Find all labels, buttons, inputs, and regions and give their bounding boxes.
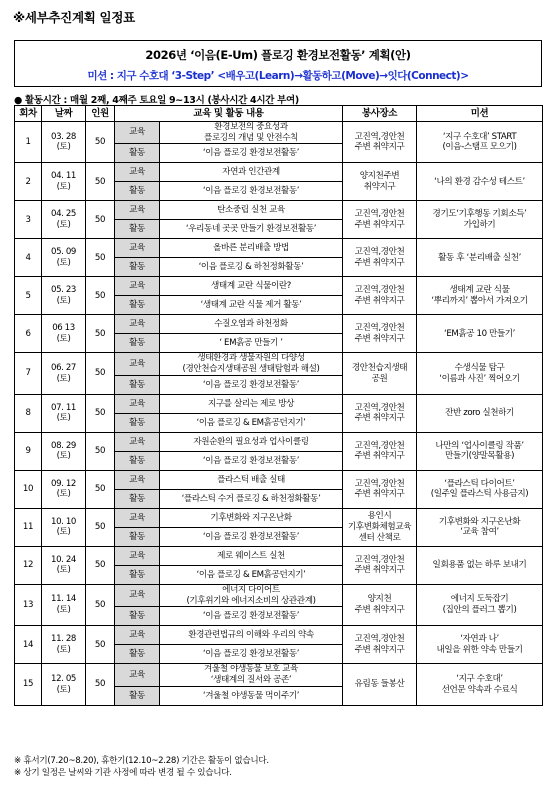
activity-content: ‘플라스틱 수거 플로깅 & 하천정화활동’	[160, 489, 343, 508]
mission-cell: ‘지구 수호대’ START (이음-스탬프 모으기)	[417, 122, 543, 163]
education-content: 환경관련법규의 이해와 우리의 약속	[160, 626, 343, 645]
place-cell: 양지천 주변 취약지구	[343, 584, 417, 625]
date-cell: 10. 10 (토)	[42, 508, 86, 546]
activity-label: 활동	[115, 686, 160, 705]
mission-cell: ‘자연과 나’ 내일을 위한 약속 만들기	[417, 626, 543, 664]
plan-mission: 미션 : 지구 수호대 ‘3-Step’ <배우고(Learn)→활동하고(Move)→잇다(Connect)>	[87, 70, 469, 82]
education-label: 교육	[115, 201, 160, 220]
date-cell: 04. 11 (토)	[42, 163, 86, 201]
date-cell: 11. 28 (토)	[42, 626, 86, 664]
footnotes	[14, 755, 269, 779]
table-row	[15, 353, 543, 375]
header-mission: 미션	[417, 106, 543, 122]
table-row	[15, 277, 543, 296]
header-date: 날짜	[42, 106, 86, 122]
table-row	[15, 122, 543, 144]
activity-content: ‘이음 플로깅 & EM흙공던지기’	[160, 565, 343, 584]
education-label: 교육	[115, 163, 160, 182]
table-row	[15, 664, 543, 686]
education-label: 교육	[115, 626, 160, 645]
round-cell: 4	[15, 239, 42, 277]
place-cell: 고진역,경안천 주변 취약지구	[343, 470, 417, 508]
place-cell: 고진역,경안천 주변 취약지구	[343, 239, 417, 277]
education-content: 플라스틱 배출 실태	[160, 470, 343, 489]
date-cell: 09. 12 (토)	[42, 470, 86, 508]
people-cell: 50	[86, 626, 115, 664]
round-cell: 14	[15, 626, 42, 664]
activity-label: 활동	[115, 375, 160, 394]
plan-banner	[14, 40, 542, 87]
education-content: 환경보전의 중요성과 플로깅의 개념 및 안전수칙	[160, 122, 343, 144]
round-cell: 6	[15, 315, 42, 353]
date-cell: 04. 25 (토)	[42, 201, 86, 239]
activity-label: 활동	[115, 527, 160, 546]
education-label: 교육	[115, 239, 160, 258]
education-label: 교육	[115, 546, 160, 565]
activity-label: 활동	[115, 334, 160, 353]
people-cell: 50	[86, 584, 115, 625]
table-row	[15, 584, 543, 606]
place-cell: 고진역,경안천 주변 취약지구	[343, 122, 417, 163]
round-cell: 7	[15, 353, 42, 394]
people-cell: 50	[86, 664, 115, 705]
mission-cell: 에너지 도둑잡기 (집안의 플러그 뽑기)	[417, 584, 543, 625]
mission-cell: 수생식물 탐구 ‘이름과 사진’ 찍어오기	[417, 353, 543, 394]
education-label: 교육	[115, 584, 160, 606]
table-row	[15, 163, 543, 182]
place-cell: 고진역,경안천 주변 취약지구	[343, 432, 417, 470]
activity-content: ‘이음 플로깅 & EM흙공던지기’	[160, 413, 343, 432]
date-cell: 05. 23 (토)	[42, 277, 86, 315]
education-content: 기후변화와 지구온난화	[160, 508, 343, 527]
activity-label: 활동	[115, 220, 160, 239]
education-content: 자원순환의 필요성과 업사이클링	[160, 432, 343, 451]
table-row	[15, 201, 543, 220]
table-row	[15, 394, 543, 413]
education-label: 교육	[115, 664, 160, 686]
education-content: 지구를 살리는 제로 방상	[160, 394, 343, 413]
mission-cell: ‘플라스틱 다이어트’ (일주일 플라스틱 사용금지)	[417, 470, 543, 508]
people-cell: 50	[86, 163, 115, 201]
education-label: 교육	[115, 353, 160, 375]
activity-label: 활동	[115, 296, 160, 315]
plan-title: 2026년 ‘이음(E-Um) 플로깅 환경보전활동’ 계획(안)	[145, 48, 411, 62]
activity-content: ‘이음 플로깅 환경보전활동’	[160, 645, 343, 664]
round-cell: 5	[15, 277, 42, 315]
activity-label: 활동	[115, 413, 160, 432]
mission-cell: 기후변화와 지구온난화 ‘교육 참여’	[417, 508, 543, 546]
place-cell: 유림동 들봉산	[343, 664, 417, 705]
education-content: 탄소중립 실천 교육	[160, 201, 343, 220]
place-cell: 고진역,경안천 주변 취약지구	[343, 201, 417, 239]
people-cell: 50	[86, 239, 115, 277]
education-label: 교육	[115, 470, 160, 489]
mission-cell: 경기도‘기후행동 기회소득’ 가입하기	[417, 201, 543, 239]
round-cell: 11	[15, 508, 42, 546]
place-cell: 고진역,경안천 주변 취약지구	[343, 626, 417, 664]
activity-label: 활동	[115, 258, 160, 277]
mission-cell: ‘나의 환경 감수성 테스트’	[417, 163, 543, 201]
place-cell: 고진역,경안천 주변 취약지구	[343, 546, 417, 584]
footnote-change: ※ 상기 일정은 날씨와 기관 사정에 따라 변경 될 수 있습니다.	[14, 768, 232, 778]
activity-label: 활동	[115, 645, 160, 664]
activity-content: ‘생태계 교란 식물 제거 활동’	[160, 296, 343, 315]
date-cell: 07. 11 (토)	[42, 394, 86, 432]
activity-content: ‘우리동네 곳곳 만들기 환경보전활동’	[160, 220, 343, 239]
schedule-table	[14, 105, 543, 706]
activity-label: 활동	[115, 451, 160, 470]
table-row	[15, 470, 543, 489]
table-row	[15, 239, 543, 258]
place-cell: 경안천습지생태 공원	[343, 353, 417, 394]
mission-cell: 나만의 ‘업사이클링 작품’ 만들기(양말목활용)	[417, 432, 543, 470]
education-label: 교육	[115, 394, 160, 413]
education-content: 제로 웨이스트 실천	[160, 546, 343, 565]
header-place: 봉사장소	[343, 106, 417, 122]
activity-label: 활동	[115, 565, 160, 584]
activity-content: ‘이음 플로깅 환경보전활동’	[160, 182, 343, 201]
date-cell: 03. 28 (토)	[42, 122, 86, 163]
activity-label: 활동	[115, 182, 160, 201]
activity-label: 활동	[115, 489, 160, 508]
place-cell: 용인시 기후변화체험교육 센터 산책로	[343, 508, 417, 546]
activity-content: ‘이음 플로깅 환경보전활동’	[160, 527, 343, 546]
mission-cell: ‘EM흙공 10 만들기’	[417, 315, 543, 353]
activity-content: ‘이음 플로깅 환경보전활동’	[160, 451, 343, 470]
round-cell: 10	[15, 470, 42, 508]
date-cell: 08. 29 (토)	[42, 432, 86, 470]
education-content: 생태환경과 생물자원의 다양성 (경안천습지생태공원 생태탐험과 해설)	[160, 353, 343, 375]
people-cell: 50	[86, 277, 115, 315]
round-cell: 9	[15, 432, 42, 470]
mission-cell: 일회용품 없는 하루 보내기	[417, 546, 543, 584]
people-cell: 50	[86, 470, 115, 508]
table-header-row	[15, 106, 543, 122]
activity-content: ‘ EM흙공 만들기 ’	[160, 334, 343, 353]
mission-cell: ‘지구 수호대’ 선언문 약속과 수료식	[417, 664, 543, 705]
date-cell: 10. 24 (토)	[42, 546, 86, 584]
date-cell: 05. 09 (토)	[42, 239, 86, 277]
round-cell: 2	[15, 163, 42, 201]
place-cell: 고진역,경안천 주변 취약지구	[343, 315, 417, 353]
education-content: 생태계 교란 식물이란?	[160, 277, 343, 296]
table-row	[15, 315, 543, 334]
place-cell: 고진역,경안천 주변 취약지구	[343, 277, 417, 315]
round-cell: 12	[15, 546, 42, 584]
people-cell: 50	[86, 394, 115, 432]
date-cell: 11. 14 (토)	[42, 584, 86, 625]
date-cell: 12. 05 (토)	[42, 664, 86, 705]
education-label: 교육	[115, 277, 160, 296]
mission-cell: 생태계 교란 식물 ‘뿌리까지’ 뽑아서 가져오기	[417, 277, 543, 315]
date-cell: 06. 27 (토)	[42, 353, 86, 394]
activity-time: ● 활동시간 : 매월 2째, 4째주 토요일 9~13시 (봉사시간 4시간 부여)	[14, 95, 299, 106]
education-label: 교육	[115, 432, 160, 451]
page-heading: ※세부추진계획 일정표	[13, 10, 135, 25]
activity-content: ‘이음 플로깅 환경보전활동’	[160, 607, 343, 626]
round-cell: 13	[15, 584, 42, 625]
education-label: 교육	[115, 122, 160, 144]
activity-label: 활동	[115, 144, 160, 163]
education-content: 겨울철 야생동물 보호 교육 ‘생태계의 질서와 공존’	[160, 664, 343, 686]
activity-content: ‘이음 플로깅 & 하천정화활동’	[160, 258, 343, 277]
header-people: 인원	[86, 106, 115, 122]
mission-cell: 활동 후 ‘분리배출 실천’	[417, 239, 543, 277]
education-content: 자연과 인간관계	[160, 163, 343, 182]
people-cell: 50	[86, 546, 115, 584]
round-cell: 3	[15, 201, 42, 239]
place-cell: 고진역,경안천 주변 취약지구	[343, 394, 417, 432]
education-content: 수질오염과 하천정화	[160, 315, 343, 334]
education-content: 올바른 분리배출 방법	[160, 239, 343, 258]
education-label: 교육	[115, 315, 160, 334]
date-cell: 06 13 (토)	[42, 315, 86, 353]
education-label: 교육	[115, 508, 160, 527]
people-cell: 50	[86, 353, 115, 394]
header-round: 회차	[15, 106, 42, 122]
activity-content: ‘겨울철 야생동물 먹이주기’	[160, 686, 343, 705]
people-cell: 50	[86, 315, 115, 353]
activity-content: ‘이음 플로깅 환경보전활동’	[160, 144, 343, 163]
table-row	[15, 508, 543, 527]
activity-label: 활동	[115, 607, 160, 626]
header-content: 교육 및 활동 내용	[115, 106, 343, 122]
table-row	[15, 626, 543, 645]
round-cell: 1	[15, 122, 42, 163]
round-cell: 8	[15, 394, 42, 432]
people-cell: 50	[86, 432, 115, 470]
round-cell: 15	[15, 664, 42, 705]
table-row	[15, 546, 543, 565]
people-cell: 50	[86, 201, 115, 239]
people-cell: 50	[86, 508, 115, 546]
table-row	[15, 432, 543, 451]
education-content: 에너지 다이어트 (기후위기와 에너지소비의 상관관계)	[160, 584, 343, 606]
people-cell: 50	[86, 122, 115, 163]
place-cell: 양지천주변 취약지구	[343, 163, 417, 201]
footnote-season: ※ 휴서기(7.20~8.20), 휴한기(12.10~2.28) 기간은 활동이 없습니다.	[14, 756, 269, 766]
mission-cell: 잔반 zoro 실천하기	[417, 394, 543, 432]
activity-content: ‘이음 플로깅 환경보전활동’	[160, 375, 343, 394]
